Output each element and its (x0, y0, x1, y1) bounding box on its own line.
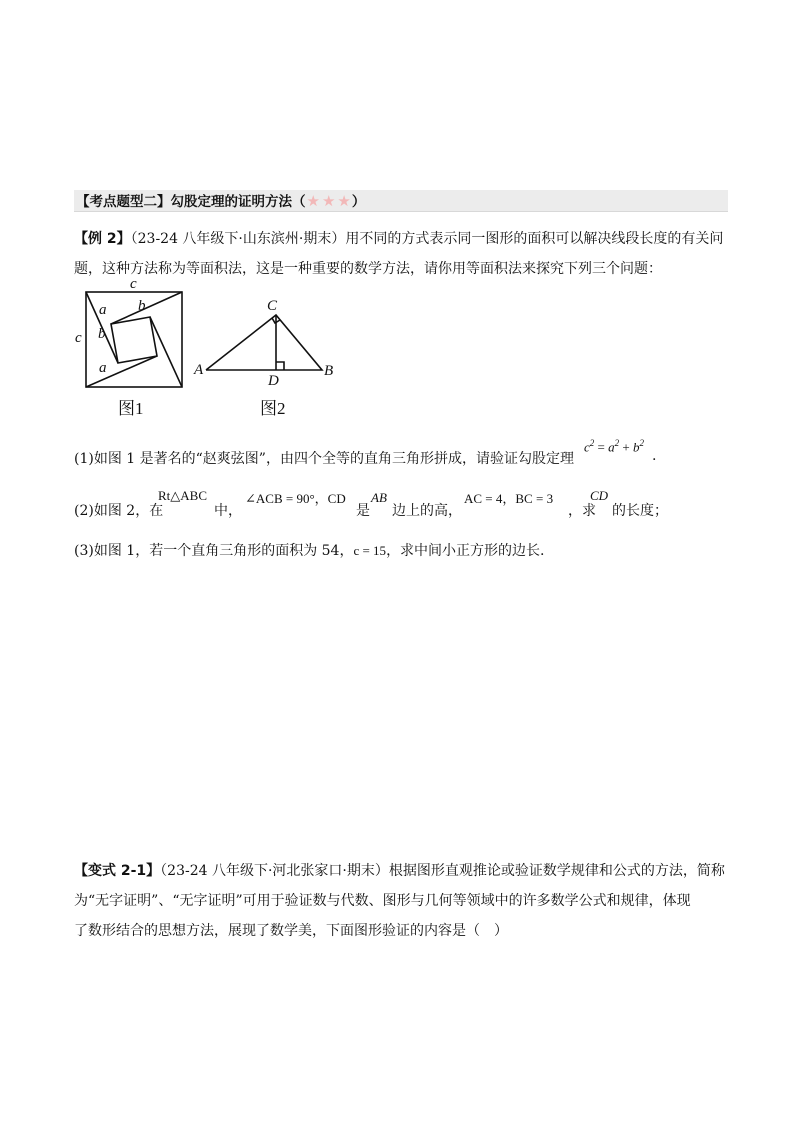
difficulty-star-icon: ★ (321, 192, 336, 210)
fig1-label-b-middle: b (98, 326, 106, 342)
variant-2-1-line2: 为“无字证明”、“无字证明”可用于验证数与代数、图形与几何等领域中的许多数学公式和规律，体现 (74, 893, 691, 909)
question-2-values: AC = 4，BC = 3 (464, 491, 554, 506)
question-1: (1)如图 1 是著名的“赵爽弦图”，由四个全等的直角三角形拼成，请验证勾股定理 (74, 451, 574, 467)
example2-line1: 【例 2】（23-24 八年级下·山东滨州·期末）用不同的方式表示同一图形的面积可以解决线段长度的有关问 (74, 231, 724, 247)
question-2-ab: AB (371, 490, 387, 505)
question-2-rt-triangle: Rt△ABC (158, 488, 208, 503)
question-2-part6: 的长度； (612, 503, 668, 519)
fig1-label-c-top: c (130, 276, 137, 292)
question-2-part5: ，求 (568, 503, 596, 519)
question-3: (3)如图 1，若一个直角三角形的面积为 54，c = 15，求中间小正方形的边长. (74, 543, 545, 559)
fig1-label-c-left: c (75, 330, 82, 346)
question-2-cd: CD (590, 488, 609, 503)
fig1-label-a-lower: a (99, 360, 107, 376)
fig1-caption: 图1 (118, 399, 144, 418)
section-banner (74, 190, 728, 212)
fig1-label-a-upper: a (99, 302, 107, 318)
fig2-label-A: A (194, 362, 204, 378)
section-title-close: ） (351, 194, 366, 210)
fig2-caption: 图2 (260, 399, 286, 418)
variant-2-1-line1: 【变式 2-1】（23-24 八年级下·河北张家口·期末）根据图形直观推论或验证数学规律和公式的方法，简称 (74, 863, 725, 879)
pythagorean-formula: $c^2 = a^2 + b^2$ (584, 438, 644, 455)
question-2-part1: (2)如图 2，在 (74, 503, 164, 519)
question-1-period: . (652, 448, 657, 464)
question-2-part2: 中， (214, 503, 242, 519)
figure-2-diagram (192, 292, 342, 422)
example2-tag: 【例 2】 (74, 231, 131, 247)
question-2-part4: 边上的高， (392, 503, 462, 519)
variant-2-1-line3: 了数形结合的思想方法，展现了数学美，下面图形验证的内容是（ ） (74, 923, 508, 939)
question-2-angle: ∠ACB = 90°，CD (245, 491, 346, 506)
difficulty-star-icon: ★ (337, 192, 351, 210)
question-2-part3: 是 (356, 503, 370, 519)
question-3-c-value: c = 15 (353, 543, 387, 558)
variant-2-1-tag: 【变式 2-1】 (74, 863, 161, 879)
fig1-label-b-upper: b (138, 298, 146, 314)
fig2-label-C: C (267, 298, 278, 314)
difficulty-star-icon: ★ (306, 192, 320, 210)
section-title: 【考点题型二】勾股定理的证明方法（ (76, 194, 306, 210)
fig2-label-D: D (268, 373, 279, 389)
figure-1-diagram (70, 276, 195, 421)
fig2-label-B: B (324, 363, 334, 379)
example2-line2: 题，这种方法称为等面积法，这是一种重要的数学方法，请你用等面积法来探究下列三个问题： (74, 261, 662, 277)
